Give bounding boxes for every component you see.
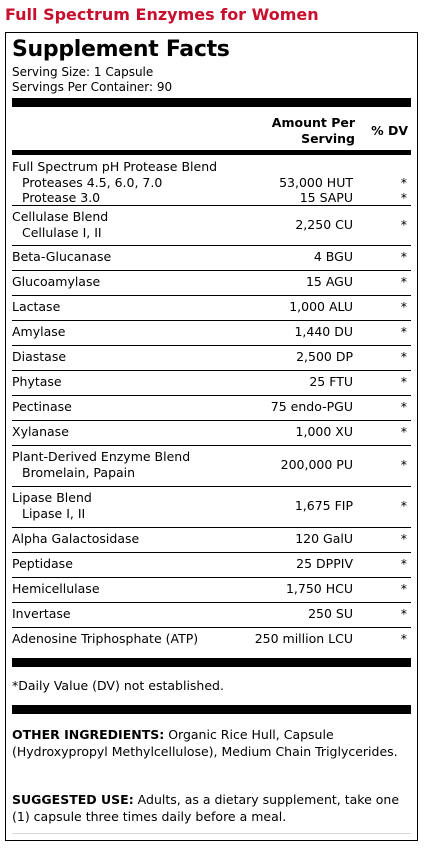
- row-amount: 1,000 ALU: [289, 299, 353, 314]
- row-name: Xylanase: [12, 424, 69, 439]
- row-sub-name: Lipase I, II: [22, 506, 86, 521]
- table-row: [12, 270, 411, 295]
- table-row: [12, 445, 411, 486]
- row-amount: 25 DPPIV: [296, 556, 353, 571]
- row-sub-name: Bromelain, Papain: [22, 465, 136, 480]
- table-row: [12, 205, 411, 245]
- facts-title: Supplement Facts: [12, 37, 230, 62]
- suggested-use-label: SUGGESTED USE:: [12, 792, 134, 807]
- row-dv: *: [400, 190, 407, 205]
- table-row: [12, 395, 411, 420]
- row-amount: 75 endo-PGU: [270, 399, 353, 414]
- supplement-facts-panel: [5, 32, 418, 841]
- row-name: Cellulase Blend: [12, 209, 109, 224]
- header-dv: % DV: [371, 123, 408, 138]
- row-name: Glucoamylase: [12, 274, 101, 289]
- row-name: Diastase: [12, 349, 67, 364]
- row-amount: 4 BGU: [313, 249, 353, 264]
- row-dv: *: [400, 399, 407, 414]
- row-dv: *: [400, 175, 407, 190]
- row-dv: *: [400, 531, 407, 546]
- page-title: Full Spectrum Enzymes for Women: [5, 5, 319, 24]
- table-row: [12, 577, 411, 602]
- row-name: Lipase Blend: [12, 490, 92, 505]
- row-amount: 1,000 XU: [295, 424, 353, 439]
- row-name: Phytase: [12, 374, 62, 389]
- table-row: [12, 627, 411, 652]
- table-row: [12, 345, 411, 370]
- row-amount: 250 million LCU: [254, 631, 353, 646]
- row-name: Plant-Derived Enzyme Blend: [12, 449, 191, 464]
- row-dv: *: [400, 457, 407, 472]
- row-name: Alpha Galactosidase: [12, 531, 140, 546]
- table-row: [12, 486, 411, 527]
- row-name: Adenosine Triphosphate (ATP): [12, 631, 199, 646]
- row-dv: *: [400, 249, 407, 264]
- row-dv: *: [400, 374, 407, 389]
- row-dv: *: [400, 274, 407, 289]
- row-sub-name: Cellulase I, II: [22, 225, 102, 240]
- row-sub-name: Proteases 4.5, 6.0, 7.0: [22, 175, 163, 190]
- row-dv: *: [400, 217, 407, 232]
- row-dv: *: [400, 349, 407, 364]
- serving-size: Serving Size: 1 Capsule: [12, 65, 154, 79]
- row-dv: *: [400, 424, 407, 439]
- row-name: Full Spectrum pH Protease Blend: [12, 159, 218, 174]
- row-sub-name: Protease 3.0: [22, 190, 101, 205]
- row-amount: 2,250 CU: [295, 217, 353, 232]
- row-dv: *: [400, 581, 407, 596]
- suggested-use-text: Adults, as a dietary supplement, take one (1) capsule three times daily before a meal.: [12, 792, 400, 824]
- table-row: [12, 295, 411, 320]
- row-amount: 15 SAPU: [299, 190, 353, 205]
- table-row: [12, 370, 411, 395]
- table-row: [12, 420, 411, 445]
- row-name: Beta-Glucanase: [12, 249, 112, 264]
- header-amount-line2: Serving: [301, 131, 355, 146]
- row-amount: 250 SU: [308, 606, 353, 621]
- row-name: Hemicellulase: [12, 581, 100, 596]
- table-row: [12, 602, 411, 627]
- nutrient-table: [12, 150, 411, 652]
- table-row: [12, 245, 411, 270]
- table-row: [12, 527, 411, 552]
- row-amount: 15 AGU: [305, 274, 353, 289]
- row-amount: 1,675 FIP: [294, 498, 353, 513]
- header-amount-line1: Amount Per: [271, 115, 355, 130]
- row-amount: 2,500 DP: [296, 349, 353, 364]
- row-name: Invertase: [12, 606, 71, 621]
- table-row: [12, 150, 411, 205]
- row-amount: 53,000 HUT: [279, 175, 353, 190]
- row-amount: 120 GalU: [295, 531, 353, 546]
- row-dv: *: [400, 498, 407, 513]
- thick-divider: [12, 98, 411, 107]
- row-name: Lactase: [12, 299, 61, 314]
- row-dv: *: [400, 631, 407, 646]
- row-amount: 1,440 DU: [294, 324, 353, 339]
- other-ingredients: [12, 726, 411, 760]
- table-row: [12, 320, 411, 345]
- dv-footnote: *Daily Value (DV) not established.: [12, 678, 224, 693]
- row-name: Pectinase: [12, 399, 72, 414]
- other-ingredients-label: OTHER INGREDIENTS:: [12, 727, 165, 742]
- row-dv: *: [400, 556, 407, 571]
- thick-divider: [12, 705, 411, 714]
- row-name: Peptidase: [12, 556, 73, 571]
- row-amount: 25 FTU: [309, 374, 353, 389]
- bottom-divider: [12, 833, 411, 834]
- other-ingredients-text: Organic Rice Hull, Capsule (Hydroxypropyl Methylcellulose), Medium Chain Triglycerides.: [12, 727, 398, 759]
- row-dv: *: [400, 606, 407, 621]
- suggested-use: [12, 791, 411, 825]
- row-amount: 200,000 PU: [280, 457, 353, 472]
- header-amount-per-serving: [245, 115, 355, 147]
- thick-divider: [12, 658, 411, 667]
- row-dv: *: [400, 324, 407, 339]
- row-dv: *: [400, 299, 407, 314]
- table-row: [12, 552, 411, 577]
- row-name: Amylase: [12, 324, 66, 339]
- row-amount: 1,750 HCU: [285, 581, 353, 596]
- servings-per-container: Servings Per Container: 90: [12, 80, 173, 94]
